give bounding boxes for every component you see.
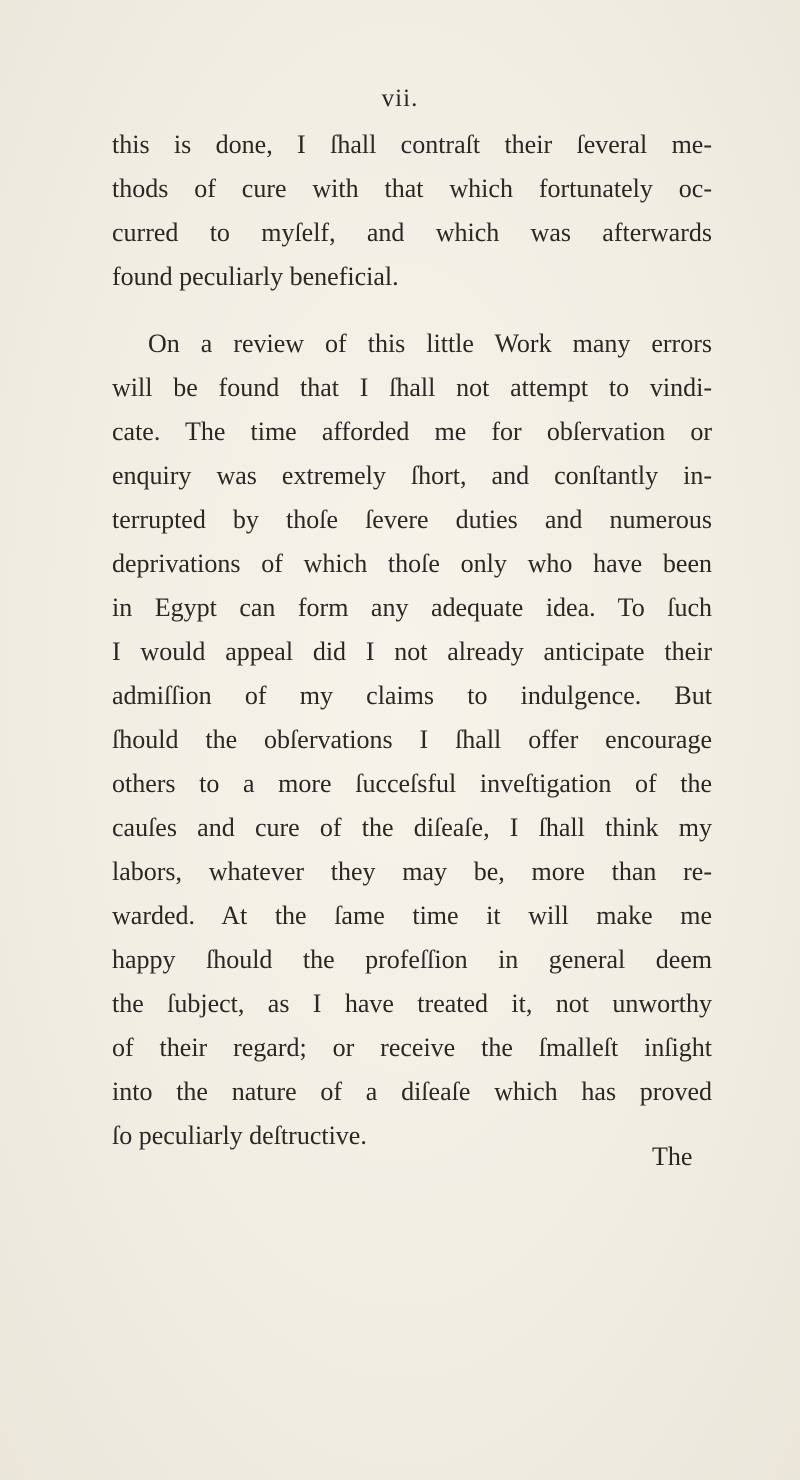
text-line: cate. The time afforded me for obſervation or [112,417,712,446]
text-line: ſhould the obſervations I ſhall offer encourage [112,725,712,754]
page-number: vii. [381,85,419,112]
text-line: the ſubject, as I have treated it, not unworthy [112,989,712,1018]
text-line: this is done, I ſhall contraſt their ſeveral me- [112,130,712,159]
text-line: cauſes and cure of the diſeaſe, I ſhall think my [112,813,712,842]
text-line: happy ſhould the profeſſion in general deem [112,945,712,974]
text-line: deprivations of which thoſe only who have been [112,549,712,578]
text-line: On a review of this little Work many errors [148,329,712,358]
text-line: thods of cure with that which fortunately oc- [112,174,712,203]
text-line: in Egypt can form any adequate idea. To ſuch [112,593,712,622]
text-line: enquiry was extremely ſhort, and conſtantly in- [112,461,712,490]
text-line: will be found that I ſhall not attempt to vindi- [112,373,712,402]
text-line: labors, whatever they may be, more than re- [112,857,712,886]
text-line: terrupted by thoſe ſevere duties and numerous [112,505,712,534]
text-line: curred to myſelf, and which was afterwards [112,218,712,247]
paragraph-2 [112,322,712,1158]
text-line: warded. At the ſame time it will make me [112,901,712,930]
catchword: The [652,1142,693,1171]
text-line: others to a more ſucceſsful inveſtigation of the [112,769,712,798]
text-line: of their regard; or receive the ſmalleſt inſight [112,1033,712,1062]
text-line: admiſſion of my claims to indulgence. But [112,681,712,710]
text-line: I would appeal did I not already anticipate their [112,637,712,666]
text-line: into the nature of a diſeaſe which has proved [112,1077,712,1106]
text-line: ſo peculiarly deſtructive. [112,1121,367,1150]
paragraph-1 [112,123,712,299]
text-line: found peculiarly beneficial. [112,262,399,291]
